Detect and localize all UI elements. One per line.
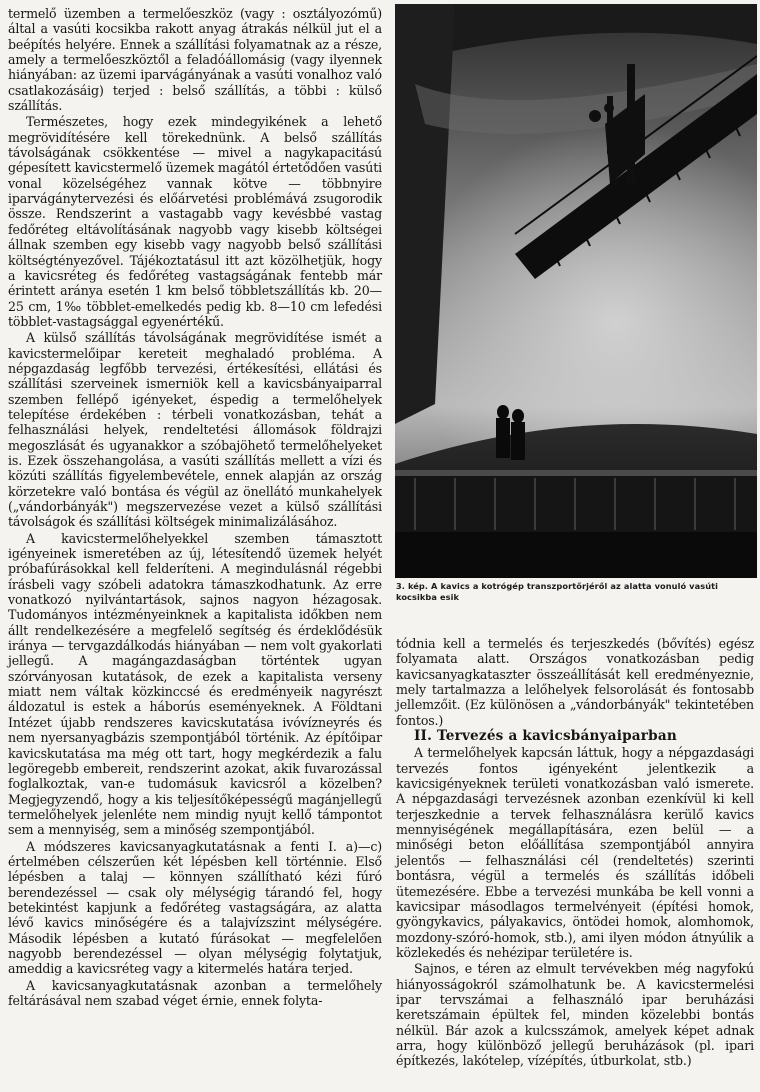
paragraph: Sajnos, e téren az elmult tervévekben még nagyfokú hiányosságokról számolhatunk be. A kavicstermelési ipar tervszámai a felhasználó ipar beruházási keretszámain épültek fel, minden közelebbi bontás nélkül. Bár azok a kulcsszámok, amelyek képet adnak arra, hogy különböző jellegű beruházások (pl. ipari építkezés, lakótelep, vízépítés, útburkolat, stb.) — [396, 961, 754, 1069]
excavator-conveyor-photo — [395, 4, 757, 578]
paragraph: A módszeres kavicsanyagkutatásnak a fenti I. a)—c) értelmében célszerűen két lépésben kell történnie. Első lépésben a talaj — könnyen szállítható kézi fúró berendezéssel — csak oly mélységig tárandó fel, hogy betekintést kapjunk a fedőréteg vastagságára, az alatta lévő kavics minőségére és a talajvízszint mélységére. Második lépésben a kutató fúrásokat — megfelelően nagyobb berendezéssel — olyan mélységig folytatjuk, ameddig a kavicsréteg vagy a kitermelés határa terjed. — [8, 838, 382, 977]
paragraph: Természetes, hogy ezek mindegyikének a lehető megrövidítésére kell törekednünk. A belső szállítás távolságának csökkentése — mivel a nagykapacitású gépesített kavicstermelő üzemek magától értetődően vasúti vonal közelségéhez vannak kötve — többnyire iparvágánytervezési és előárvetési problémává zsugorodik össze. Rendszerint a vastagabb vagy kevésbbé vastag fedőréteg eltávolításának nagyobb vagy kisebb költségei állnak szemben egy kisebb vagy nagyobb belső szállítási költségtényezővel. Tájékoztatásul itt azt közölhetjük, hogy a kavicsréteg és fedőréteg vastagságának fentebb már érintett aránya esetén 1 km belső többletszállítás kb. 20—25 cm, 1‰ többlet-emelkedés pedig kb. 8—10 cm lefedési többlet-vastagsággal egyenértékű. — [8, 114, 382, 329]
paragraph: A kavicsanyagkutatásnak azonban a termelőhely feltárásával nem szabad véget érnie, ennek folyta- — [8, 977, 382, 1008]
paragraph: A külső szállítás távolságának megrövidítése ismét a kavicstermelőipar kereteit meghaladó probléma. A népgazdaság legfőbb tervezési, értékesítési, ellátási és szállítási szerveinek ismerniök kell a kavicsbányaiparral szemben fellépő igényeket, éspedig a termelőhelyek telepítése érdekében : térbeli vonatkozásban, tehát a felhasználási helyek, rendeltetési állomások földrajzi megoszlását és ugyanakkor a szóbajöhető termelőhelyeket is. Ezek összehangolása, a vasúti szállítás mellett a vízi és közúti szállítás figyelembevétele, ennek alapján az ország körzetekre való bontása és végül az önellátó munkahelyek („vándorbányák") megszervezése vezet a külső szállítási távolságok és szállítási költségek minimalizálásához. — [8, 330, 382, 530]
photo-illustration — [395, 4, 757, 578]
left-text-column — [8, 6, 382, 1008]
right-text-column — [396, 636, 754, 1069]
paragraph: tódnia kell a termelés és terjeszkedés (bővítés) egész folyamata alatt. Országos vonatkozásban pedig kavicsanyagkataszter összeállítását kell eredményeznie, mely tartalmazza a lelőhelyek felsorolását és fontosabb jellemzőit. (Ez különösen a „vándorbányák" tekintetében fontos.) — [396, 636, 754, 728]
paragraph: A termelőhelyek kapcsán láttuk, hogy a népgazdasági tervezés fontos igényeként jelentkezik a kavicsigényeknek területi vonatkozásban való ismerete. A népgazdasági tervezésnek azonban ezenkívül ki kell terjeszkednie a tervek felhasználásra kerülő kavics mennyiségének megállapítására, ezen belül — a minőségi beton előállítása szempontjából annyira jelentős — felhasználási cél (rendeltetés) szerinti bontásra, végül a termelés és szállítás időbeli ütemezésére. Ebbe a tervezési munkába be kell vonni a kavicsipar másodlagos termelvényeit (építési homok, gyöngykavics, pályakavics, öntödei homok, alomhomok, mozdony-szóró-homok, stb.), ami ilyen módon átnyúlik a közlekedés és nehézipar területére is. — [396, 745, 754, 960]
section-heading: II. Tervezés a kavicsbányaiparban — [414, 728, 677, 745]
figure-caption: 3. kép. A kavics a kotrógép transzportőrjéről az alatta vonuló vasúti kocsikba esik — [396, 581, 719, 602]
rail-wagons — [395, 470, 757, 532]
paragraph: termelő üzemben a termelőeszköz (vagy : osztályozómű) által a vasúti kocsikba rakott anyag átrakás nélkül jut el a beépítés helyére. Ennek a szállítási folyamatnak az a része, amely a termelőeszköztől a feladóállomásig (vagy ilyennek hiányában: az üzemi iparvágányának a vasúti vonalhoz való csatlakozásáig) terjed : belső szállítás, a többi : külső szállítás. — [8, 6, 382, 114]
paragraph: A kavicstermelőhelyekkel szemben támasztott igényeinek ismeretében az új, létesítendő üzemek helyét próbafúrásokkal kell felderíteni. A megindulásnál régebbi írásbeli vagy szóbeli adatokra támaszkodhatunk. Az erre vonatkozó nyilvántartások, sajnos nagyon hézagosak. Tudományos intézményeinknek a kapitalista időkben nem állt rendelkezésére a megfelelő segítség és érdeklődésük iránya — tervgazdálkodás hiányában — nem volt gyakorlati jellegű. A magángazdaságban történtek ugyan szórványosan kutatások, de ezek a kapitalista verseny miatt nem váltak közkinccsé és eredményeik nagyrészt áldozatul is estek a háborús eseményeknek. A Földtani Intézet újabb rendszeres kavicskutatása ivóvízneyrés és nem nyersanyagbázis szempontjából történik. Az építőipar kavicskutatása ma még ott tart, hogy megkérdezik a falu legöregebb embereit, rendszerint azokat, akik fuvarozással foglalkoztak, van-e tudomásuk kavicsról a közelben? Megjegyzendő, hogy a kis teljesítőképességű magánjellegű termelőhelyek jelenléte nem mindig nyujt kellő támpontot sem a mennyiség, sem a minőség szempontjából. — [8, 530, 382, 838]
